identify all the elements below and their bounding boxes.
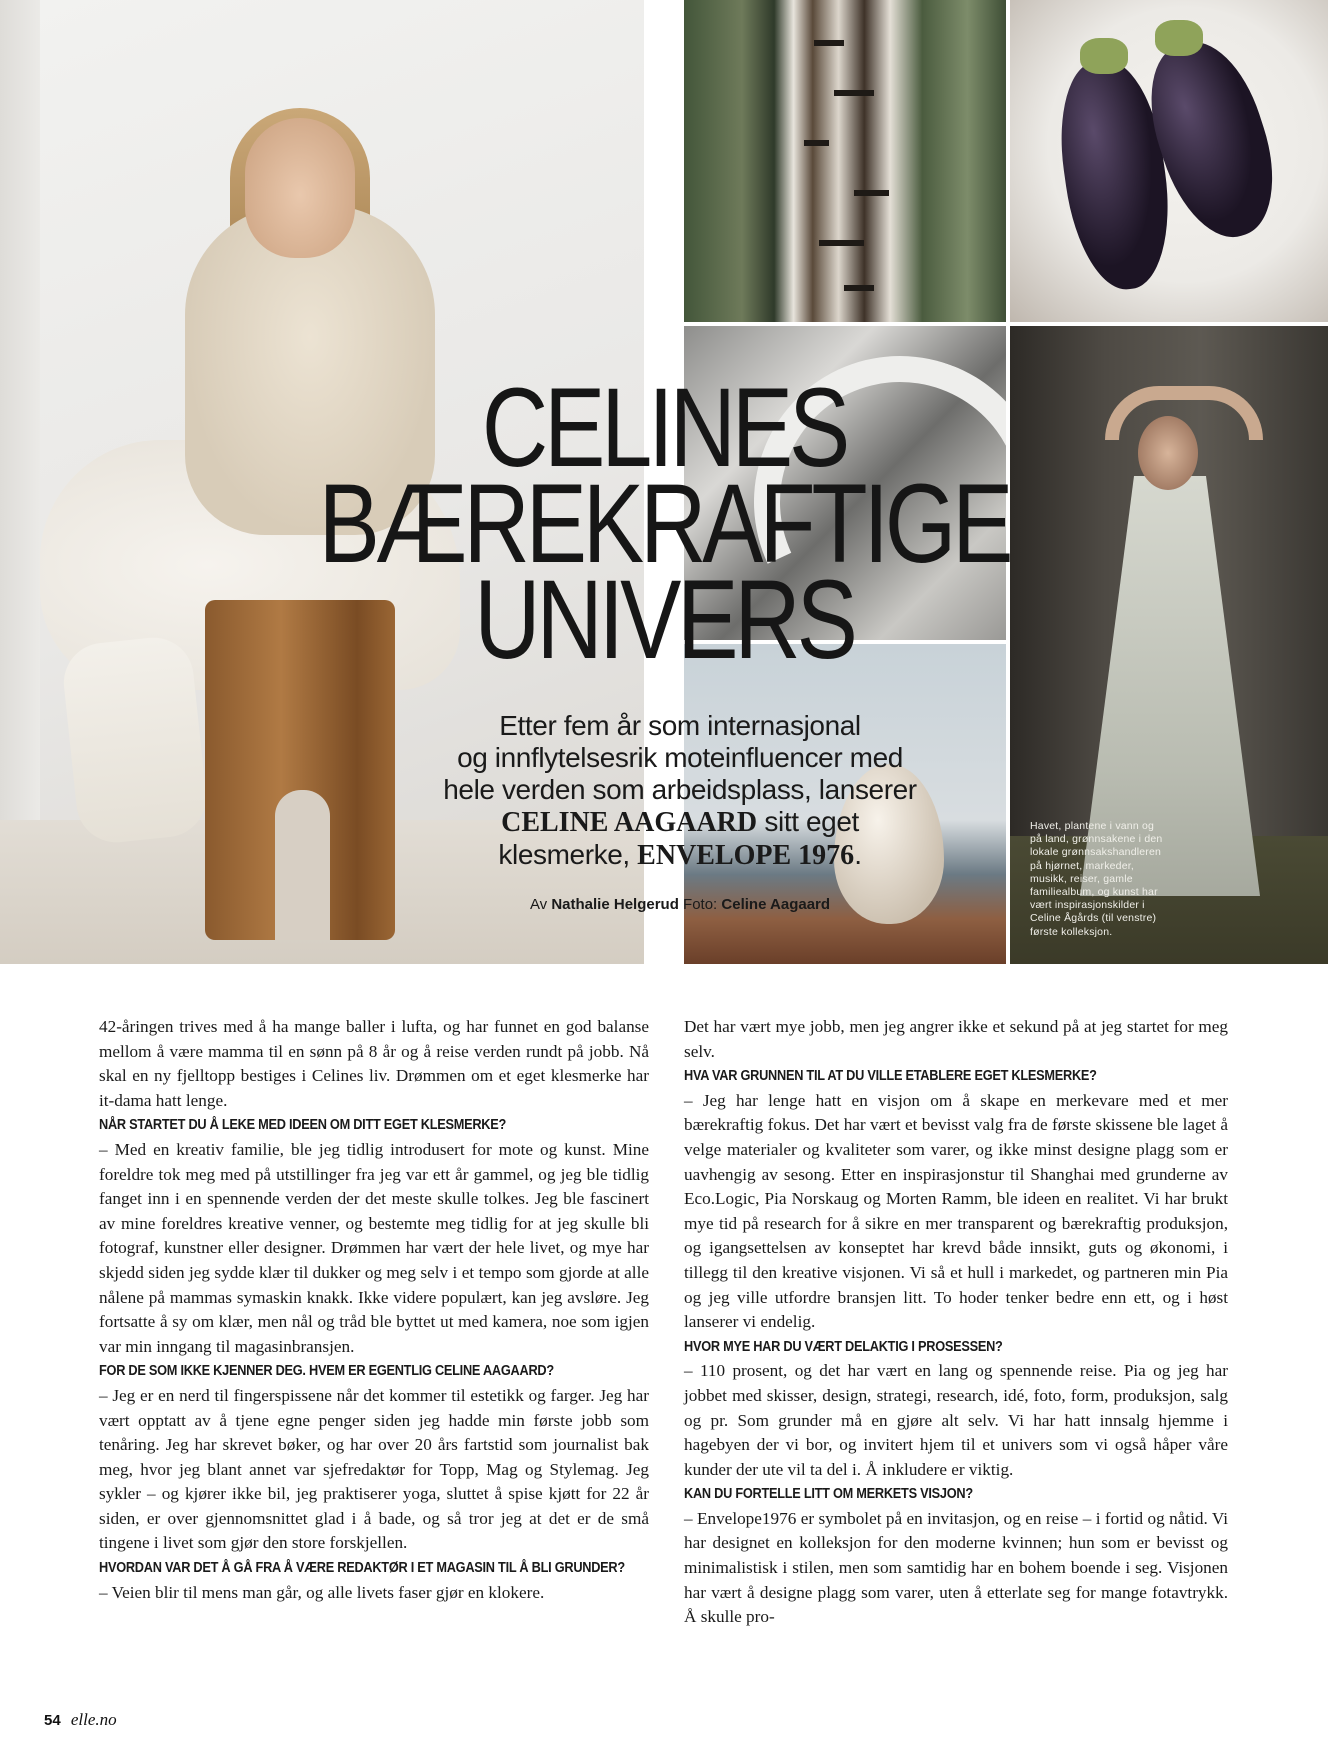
lede-name: CELINE AAGAARD xyxy=(501,807,758,838)
body-paragraph: Det har vært mye jobb, men jeg angrer ikke et sekund på at jeg startet for meg selv. xyxy=(684,1017,1228,1061)
headline-line-3: UNIVERS xyxy=(474,557,854,682)
article-column-right xyxy=(684,1015,1228,1630)
interview-question: FOR DE SOM IKKE KJENNER DEG. HVEM ER EGENTLIG CELINE AAGAARD? xyxy=(99,1363,554,1380)
interview-question: HVA VAR GRUNNEN TIL AT DU VILLE ETABLERE EGET KLESMERKE? xyxy=(684,1068,1097,1085)
body-paragraph: – Envelope1976 er symbolet på en invitasjon, og en reise – i fortid og nåtid. Vi har designet en kolleksjon for den moderne kvinnen; hun som er bevisst og minimalistisk i stilen, men som samtidig har en bohem boende i seg. Visjonen har vært å designe plagg som varer, uten å etterlate seg for mange fotavtrykk. Å skulle pro- xyxy=(684,1508,1228,1627)
byline-photographer: Celine Aagaard xyxy=(721,896,831,913)
photo-caption: Havet, plantene i vann og på land, grønnsakene i den lokale grønnsakshandleren på hjørnet, markeder, musikk, reiser, gamle familiealbum, og kunst har vært inspirasjonskilder i Celine Ågårds (til venstre) første kolleksjon. xyxy=(1030,820,1163,938)
interview-question: HVORDAN VAR DET Å GÅ FRA Å VÆRE REDAKTØR I ET MAGASIN TIL Å BLI GRUNDER? xyxy=(99,1560,625,1577)
lede-brand: ENVELOPE 1976 xyxy=(637,840,855,871)
face xyxy=(245,118,355,258)
body-paragraph: – Veien blir til mens man går, og alle livets faser gjør en klokere. xyxy=(99,1582,545,1602)
body-paragraph: – Med en kreativ familie, ble jeg tidlig introdusert for mote og kunst. Mine foreldre tok meg med på utstillinger fra jeg var ett år gammel, og jeg ble tidlig fanget inn i en spennende verden der det meste skulle tolkes. Jeg ble fascinert av mine foreldres kreative venner, og bestemte meg tidlig for at jeg skulle bli fotograf, kunstner eller designer. Drømmen har vært der hele livet, og mye har skjedd siden jeg sydde klær til dukker og meg selv i et tempo som gjorde at alle nålene på mammas symaskin knakk. Ikke videre populært, kan jeg avsløre. Jeg fortsatte å sy om klær, men nål og tråd ble byttet ut med kamera, noe som igjen var min inngang til magasinbransjen. xyxy=(99,1139,649,1356)
lede-after-name: sitt eget xyxy=(757,806,859,837)
article-column-left xyxy=(99,1015,649,1605)
body-paragraph: – 110 prosent, og det har vært en lang og spennende reise. Pia og jeg har jobbet med skisser, design, strategi, research, idé, foto, form, produksjon, salg og pr. Som grunder må en gjøre alt selv. Vi har hatt innsalg hjemme i hagebyen der vi bor, og invitert hjem til et univers som vi også håper våre kunder der ute vil ta del i. Å inkludere er viktig. xyxy=(684,1361,1228,1479)
lede-line-5 xyxy=(370,839,990,872)
lede-suffix: . xyxy=(854,839,862,870)
interview-question: HVOR MYE HAR DU VÆRT DELAKTIG I PROSESSEN? xyxy=(684,1338,1003,1355)
headline-line-1: CELINES xyxy=(481,365,847,490)
page-footer xyxy=(44,1710,117,1730)
headline xyxy=(0,365,1328,682)
lede-line-3: hele verden som arbeidsplass, lanserer xyxy=(443,774,917,805)
interview-question: NÅR STARTET DU Å LEKE MED IDEEN OM DITT EGET KLESMERKE? xyxy=(99,1117,507,1134)
byline-photo-prefix: Foto: xyxy=(678,896,722,913)
body-paragraph: – Jeg er en nerd til fingerspissene når det kommer til estetikk og farger. Jeg har vært opptatt av å tjene egne penger siden jeg hadde min første jobb som tenåring. Jeg har skrevet bøker, og har over 20 års fartstid som journalist bak meg, hvor jeg blant annet var sjefredaktør for Topp, Mag og Stylemag. Jeg sykler – og kjører ikke bil, jeg praktiserer yoga, sluttet å spise kjøtt for 22 år siden, er over gjennomsnittet glad i å bade, og så tror jeg at det er de små tingene i livet som gjør den store forskjellen. xyxy=(99,1385,649,1553)
headline-line-2: BÆREKRAFTIGE xyxy=(318,461,1010,586)
body-paragraph: 42-åringen trives med å ha mange baller i lufta, og har funnet en god balanse mellom å være mamma til en sønn på 8 år og å reise verden rundt på jobb. Nå skal en ny fjelltopp bestiges i Celines liv. Drømmen om et eget klesmerke har it-dama hatt lenge. xyxy=(99,1017,649,1110)
page-number: 54 xyxy=(44,1712,61,1729)
body-paragraph: – Jeg har lenge hatt en visjon om å skape en merkevare med et mer bærekraftig fokus. Det har vært et bevisst valg fra de første skissene ble laget å velge materialer og kvaliteter som varer, og ikke minst designe plagg som er uavhengig av sesong. Etter en inspirasjonstur til Shanghai med grunderne av Eco.Logic, Pia Norskaug og Morten Ramm, ble ideen en realitet. Vi har brukt mye tid på research for å sikre en mer transparent og bærekraftig produksjon, og igangsettelsen av konseptet har krevd både innsikt, guts og økonomi, i tillegg til den kreative visjonen. Vi så et hull i markedet, og partneren min Pia og jeg ville utfordre bransjen litt. To hoder tenker bedre enn ett, og i høst lanserer vi endelig. xyxy=(684,1090,1228,1332)
lede-line-1: Etter fem år som internasjonal xyxy=(499,710,861,741)
lede-line-4 xyxy=(370,806,990,839)
lede-prefix: klesmerke, xyxy=(498,839,638,870)
byline xyxy=(420,896,940,913)
byline-prefix: Av xyxy=(529,896,552,913)
lede xyxy=(370,710,990,872)
site-name: elle.no xyxy=(70,1710,117,1729)
eggplant-photo xyxy=(1010,0,1328,322)
stool-gap xyxy=(275,790,330,940)
lede-line-2: og innflytelsesrik moteinfluencer med xyxy=(457,742,903,773)
byline-author: Nathalie Helgerud xyxy=(551,896,679,913)
birch-bark-photo xyxy=(684,0,1006,322)
interview-question: KAN DU FORTELLE LITT OM MERKETS VISJON? xyxy=(684,1486,973,1503)
